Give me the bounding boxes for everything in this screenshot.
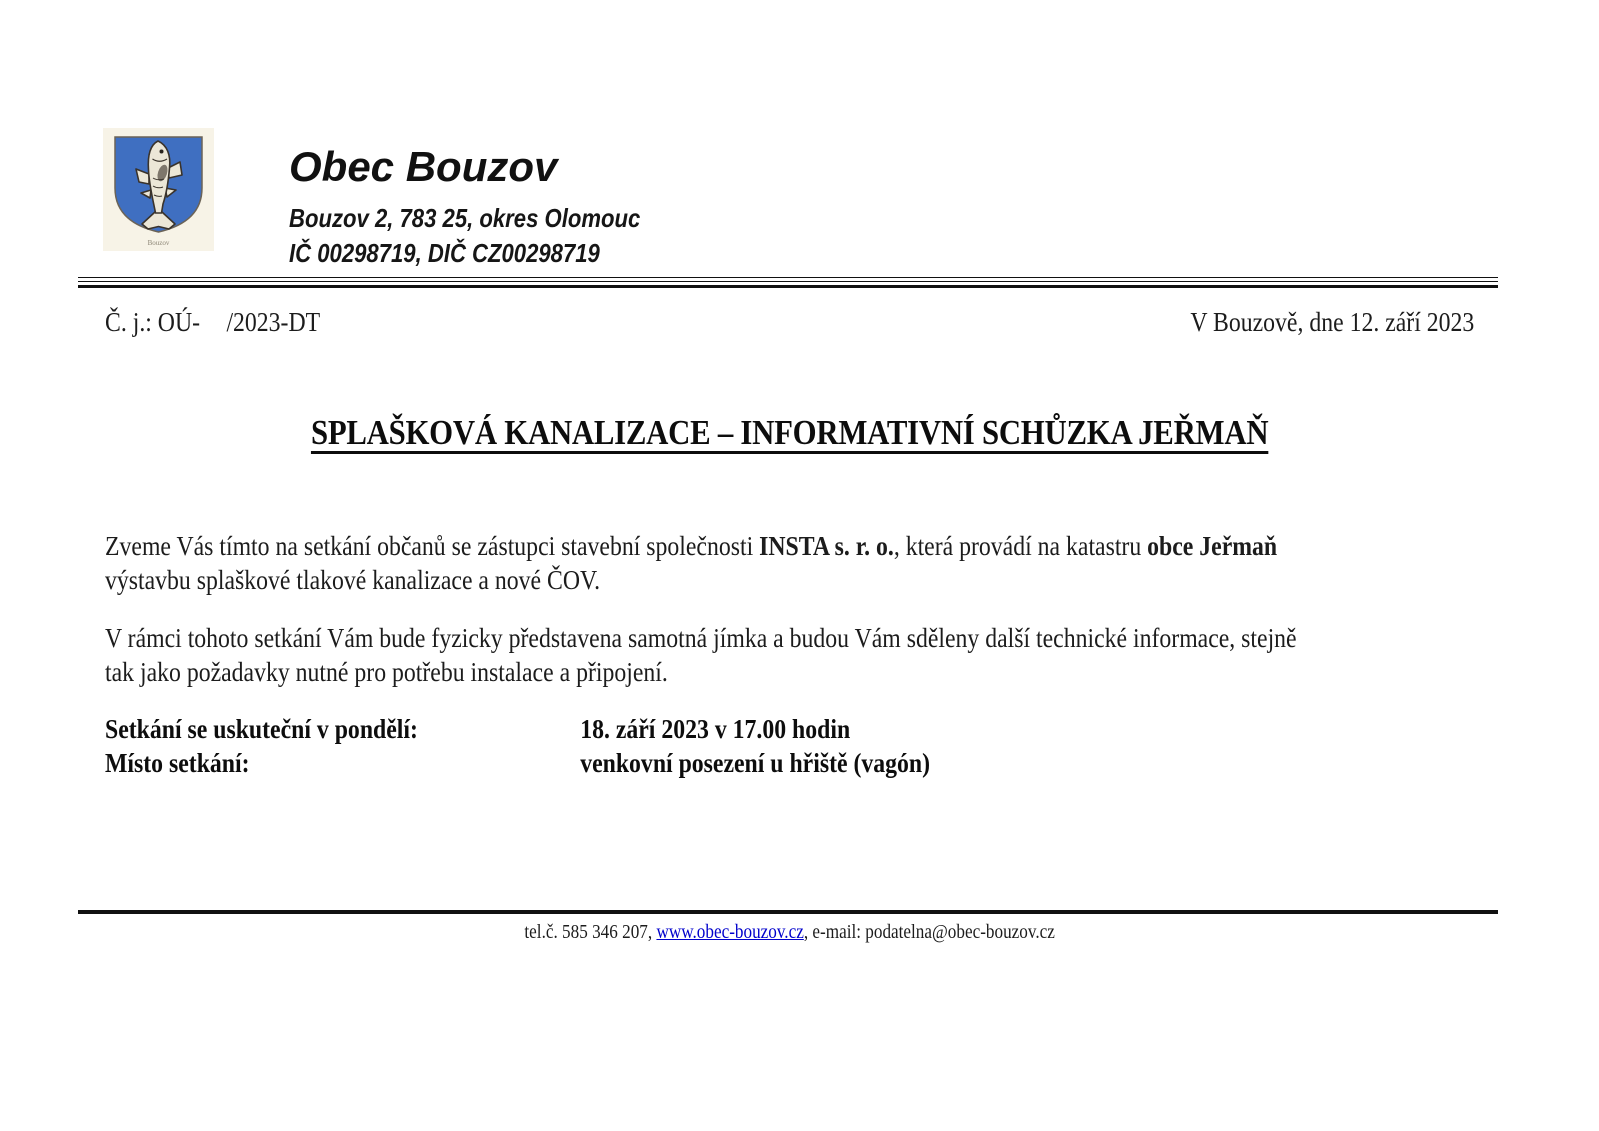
organization-registration-ids: IČ 00298719, DIČ CZ00298719: [289, 238, 600, 268]
footer-phone: tel.č. 585 346 207,: [524, 922, 657, 943]
details-paragraph: [105, 622, 1495, 689]
footer-divider: [78, 910, 1498, 914]
reference-row: [105, 306, 1474, 339]
meeting-where-label: Místo setkání:: [105, 747, 250, 778]
document-title: SPLAŠKOVÁ KANALIZACE – INFORMATIVNÍ SCHŮZKA JEŘMAŇ: [310, 413, 1269, 452]
reference-number-prefix: Č. j.: OÚ-: [105, 307, 201, 337]
place-and-date: V Bouzově, dne 12. září 2023: [1190, 307, 1475, 337]
meeting-when-value: 18. září 2023 v 17.00 hodin: [580, 714, 851, 744]
organization-address: Bouzov 2, 783 25, okres Olomouc: [289, 203, 641, 233]
reference-number-suffix: /2023-DT: [226, 307, 321, 337]
footer-email: , e-mail: podatelna@obec-bouzov.cz: [803, 922, 1055, 943]
meeting-where-row: [105, 747, 1495, 781]
emblem-caption: Bouzov: [147, 239, 170, 247]
footer-contact-line: [105, 921, 1474, 945]
website-link[interactable]: www.obec-bouzov.cz: [656, 922, 804, 943]
meeting-where-value: venkovní posezení u hřiště (vagón): [580, 747, 931, 778]
meeting-when-row: [105, 713, 1495, 747]
invitation-paragraph: [105, 530, 1495, 597]
meeting-when-label: Setkání se uskuteční v pondělí:: [105, 714, 418, 744]
municipality-coat-of-arms-icon: [103, 128, 214, 251]
meeting-info: [105, 713, 1495, 780]
company-name: INSTA s. r. o.: [759, 531, 894, 561]
letterhead-divider: [78, 277, 1498, 288]
cadastre-area-name: obce Jeřmaň: [1147, 531, 1278, 561]
invitation-line-1: Zveme Vás tímto na setkání občanů se zástupci stavební společnosti INSTA s. r. o., která provádí na katastru obce Jeřmaň: [105, 531, 1278, 561]
invitation-line-2: výstavbu splaškové tlakové kanalizace a nové ČOV.: [105, 564, 601, 595]
reference-number: [105, 306, 320, 339]
organization-name: Obec Bouzov: [289, 143, 558, 190]
details-line-1: V rámci tohoto setkání Vám bude fyzicky představena samotná jímka a budou Vám sděleny další technické informace, stejně: [105, 623, 1297, 653]
details-line-2: tak jako požadavky nutné pro potřebu instalace a připojení.: [105, 656, 668, 687]
